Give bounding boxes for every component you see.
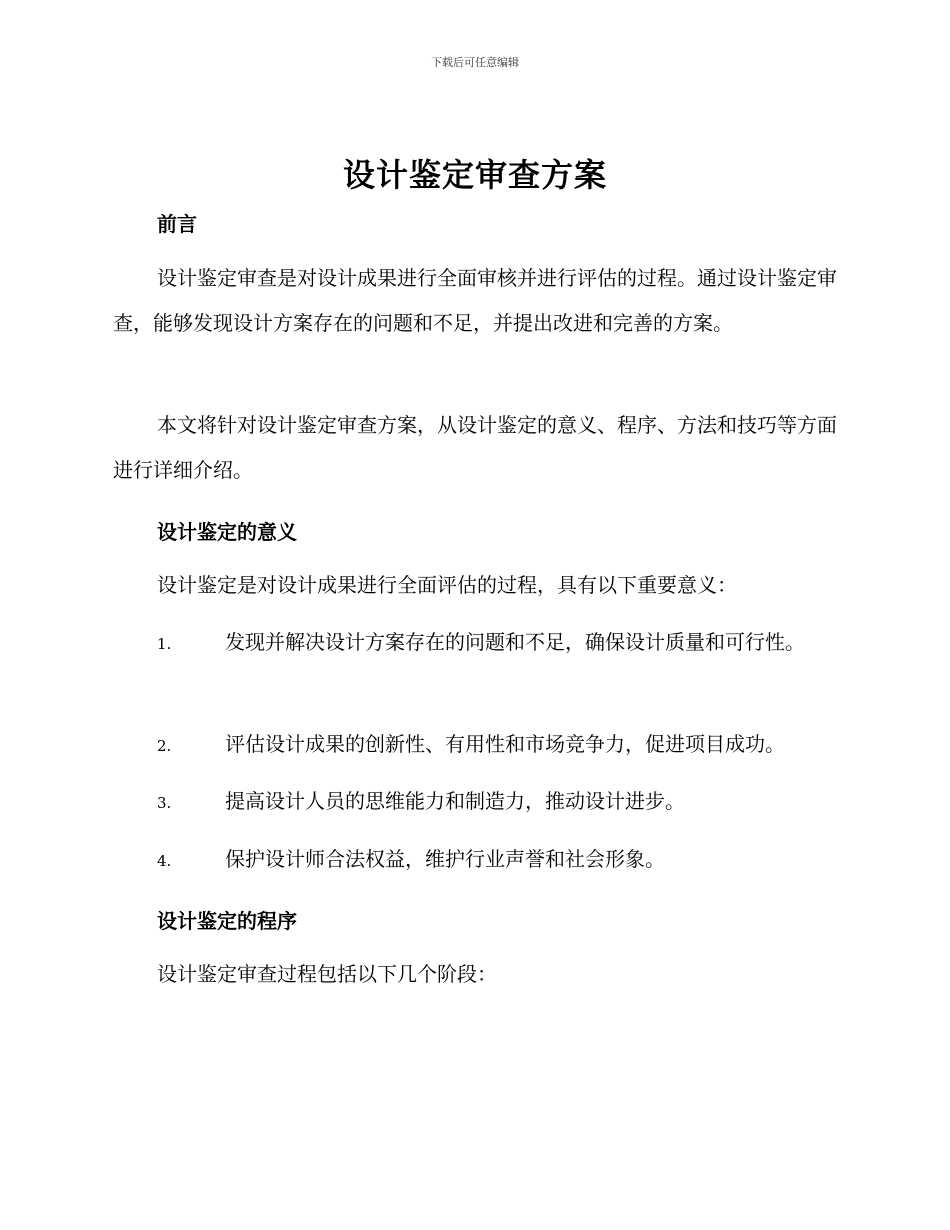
list-item [113, 779, 838, 826]
list-item [113, 722, 838, 769]
list-item-number: 3. [157, 794, 172, 812]
list-item-text: 保护设计师合法权益，维护行业声誉和社会形象。 [225, 847, 665, 871]
section-heading-significance: 设计鉴定的意义 [157, 520, 297, 544]
list-item-number: 1. [157, 635, 172, 653]
document-title: 设计鉴定审查方案 [342, 156, 607, 194]
list-item-text: 提高设计人员的思维能力和制造力，推动设计进步。 [225, 789, 685, 813]
preface-paragraph-1: 设计鉴定审查是对设计成果进行全面审核并进行评估的过程。通过设计鉴定审查，能够发现设计方案存在的问题和不足，并提出改进和完善的方案。 [113, 266, 837, 335]
list-item-text: 发现并解决设计方案存在的问题和不足，确保设计质量和可行性。 [225, 630, 805, 654]
list-item-number: 2. [157, 737, 172, 755]
section-heading-procedure: 设计鉴定的程序 [157, 909, 297, 933]
list-item [113, 620, 838, 667]
list-item [113, 837, 838, 884]
significance-intro: 设计鉴定是对设计成果进行全面评估的过程，具有以下重要意义： [157, 573, 737, 597]
list-item-number: 4. [157, 852, 172, 870]
page-header-note: 下载后可任意编辑 [431, 56, 519, 69]
procedure-intro: 设计鉴定审查过程包括以下几个阶段： [157, 962, 497, 986]
section-heading-preface: 前言 [157, 212, 197, 236]
list-item-text: 评估设计成果的创新性、有用性和市场竞争力，促进项目成功。 [225, 732, 785, 756]
preface-paragraph-2: 本文将针对设计鉴定审查方案，从设计鉴定的意义、程序、方法和技巧等方面进行详细介绍。 [113, 413, 837, 482]
